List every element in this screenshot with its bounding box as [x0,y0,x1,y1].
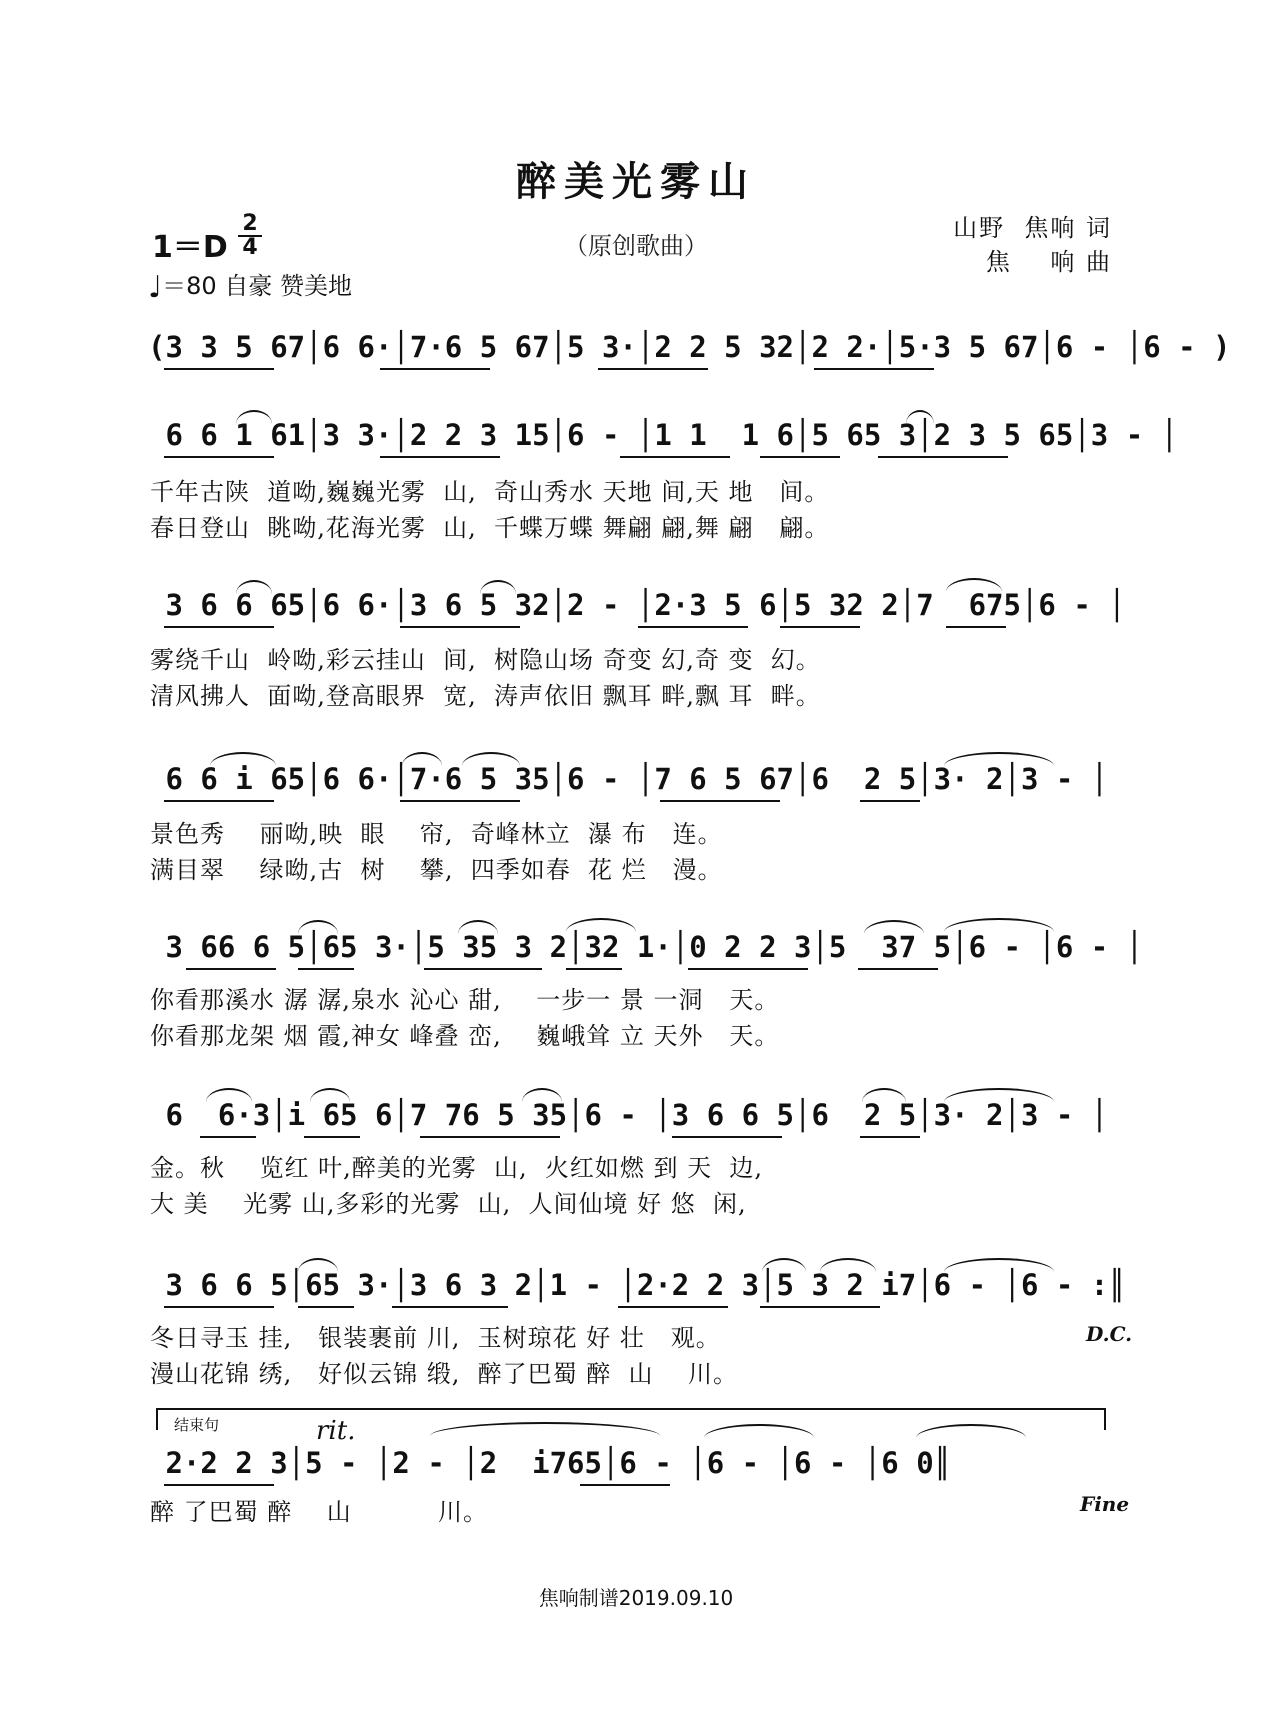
slur [480,580,516,594]
beam [164,800,274,802]
beam [164,456,274,458]
slur [906,410,934,424]
ending-bracket-top [156,1408,1106,1410]
slur [944,1088,1054,1102]
slur [864,920,924,934]
time-signature [238,211,262,260]
time-signature-bottom: 4 [242,235,258,260]
beam [298,1306,354,1308]
slur [566,918,636,932]
slur [430,1422,660,1436]
line-3-lyric-verse-2: 清风拂人 面呦,登高眼界 宽, 涛声依旧 飘耳 畔,飘 耳 畔。 [150,682,821,710]
time-signature-top: 2 [242,211,258,236]
beam [598,368,708,370]
score-line-2-notes: 6 6 1 61│3 3·│2 2 3 15│6 - │1 1 1 6│5 65 3│2 3 5 65│3 - │ [148,418,1179,452]
beam [392,1306,508,1308]
slur [944,752,1054,766]
ending-bracket-left [156,1408,158,1430]
slur [298,920,338,934]
slur [236,580,272,594]
quarter-note-icon: ♩ [148,270,163,305]
slur [820,1258,876,1272]
song-subtitle: （原创歌曲） [564,232,708,260]
slur [862,1088,906,1102]
tempo-text: 自豪 赞美地 [224,272,352,300]
composer-credit: 焦 响 曲 [985,248,1112,276]
slur [462,752,520,766]
beam [672,1136,782,1138]
beam [878,456,1008,458]
slur [762,1258,806,1272]
line-2-lyric-verse-1: 千年古陕 道呦,巍巍光雾 山, 奇山秀水 天地 间,天 地 间。 [150,478,830,506]
beam [164,368,274,370]
score-line-1-notes: (3 3 5 67│6 6·│7·6 5 67│5 3·│2 2 5 32│2 2·│5·3 5 67│6 - │6 - ) [148,330,1231,364]
beam [420,1136,560,1138]
beam [400,626,520,628]
ending-bracket-right [1104,1408,1106,1430]
slur [236,410,272,424]
line-4-lyric-verse-2: 满目翠 绿呦,古 树 攀, 四季如春 花 烂 漫。 [150,856,723,884]
line-6-lyric-verse-2: 大 美 光雾 山,多彩的光雾 山, 人间仙境 好 悠 闲, [150,1190,747,1218]
beam [814,368,934,370]
beam [860,1136,920,1138]
beam [164,1484,274,1486]
beam [618,1306,728,1308]
beam [858,968,938,970]
beam [186,968,276,970]
beam [620,456,730,458]
beam [760,1306,880,1308]
beam [304,1136,360,1138]
beam [688,968,808,970]
line-7-lyric-verse-1: 冬日寻玉 挂, 银装裹前 川, 玉树琼花 好 壮 观。 [150,1324,721,1352]
footer-signature: 焦响制谱2019.09.10 [538,1586,734,1610]
beam [946,626,1006,628]
beam [164,626,274,628]
score-line-8-notes: 2·2 2 3│5 - │2 - │2 i765│6 - │6 - │6 - │6 0║ [148,1446,952,1480]
score-line-5-notes: 3 66 6 5│65 3·│5 35 3 2│32 1·│0 2 2 3│5 37 5│6 - │6 - │ [148,930,1144,964]
rit-marking: rit. [316,1416,356,1446]
line-4-lyric-verse-1: 景色秀 丽呦,映 眼 帘, 奇峰林立 瀑 布 连。 [150,820,723,848]
beam [638,626,748,628]
score-line-6-notes: 6 6·3│i 65 6│7 76 5 35│6 - │3 6 6 5│6 2 5│3· 2│3 - │ [148,1098,1109,1132]
score-line-7-notes: 3 6 6 5│65 3·│3 6 3 2│1 - │2·2 2 3│5 3 2 i7│6 - │6 - :║ [148,1268,1126,1302]
line-3-lyric-verse-1: 雾绕千山 岭呦,彩云挂山 间, 树隐山场 奇变 幻,奇 变 幻。 [150,646,821,674]
beam [566,968,622,970]
beam [660,800,780,802]
line-5-lyric-verse-2: 你看那龙架 烟 霞,神女 峰叠 峦, 巍峨耸 立 天外 天。 [150,1022,780,1050]
beam [298,968,354,970]
lyricist-credit: 山野 焦响 词 [953,214,1112,242]
tempo-marking [148,266,352,305]
beam [580,1484,670,1486]
slur [206,1088,252,1102]
beam [780,626,860,628]
key-signature: 1＝D [152,230,228,265]
slur [298,1258,338,1272]
line-5-lyric-verse-1: 你看那溪水 潺 潺,泉水 沁心 甜, 一步一 景 一洞 天。 [150,986,780,1014]
dc-marking: D.C. [1086,1322,1133,1346]
slur [402,752,442,766]
score-line-3-notes: 3 6 6 65│6 6·│3 6 5 32│2 - │2·3 5 6│5 32 2│7 675│6 - │ [148,588,1126,622]
slur [946,578,1002,592]
slur [458,920,498,934]
slur [916,1424,1026,1438]
beam [424,968,542,970]
line-7-lyric-verse-2: 漫山花锦 绣, 好似云锦 缎, 醉了巴蜀 醉 山 川。 [150,1360,739,1388]
slur [704,1424,814,1438]
beam [400,800,520,802]
slur [210,752,276,766]
beam [380,456,500,458]
ending-label: 结束句 [174,1416,220,1434]
beam [860,800,920,802]
line-8-lyric: 醉 了巴蜀 醉 山 川。 [150,1498,489,1526]
slur [944,918,1054,932]
beam [760,456,840,458]
score-line-4-notes: 6 6 i 65│6 6·│7·6 5 35│6 - │7 6 5 67│6 2 5│3· 2│3 - │ [148,762,1109,796]
fine-marking: Fine [1080,1492,1130,1516]
slur [522,1088,562,1102]
line-6-lyric-verse-1: 金。秋 览红 叶,醉美的光雾 山, 火红如燃 到 天 边, [150,1154,764,1182]
beam [380,368,490,370]
beam [200,1136,256,1138]
slur [310,1088,350,1102]
slur [944,1258,1054,1272]
tempo-value: ＝80 [162,272,217,300]
line-2-lyric-verse-2: 春日登山 眺呦,花海光雾 山, 千蝶万蝶 舞翩 翩,舞 翩 翩。 [150,514,830,542]
song-title: 醉美光雾山 [516,158,756,205]
beam [164,1306,274,1308]
